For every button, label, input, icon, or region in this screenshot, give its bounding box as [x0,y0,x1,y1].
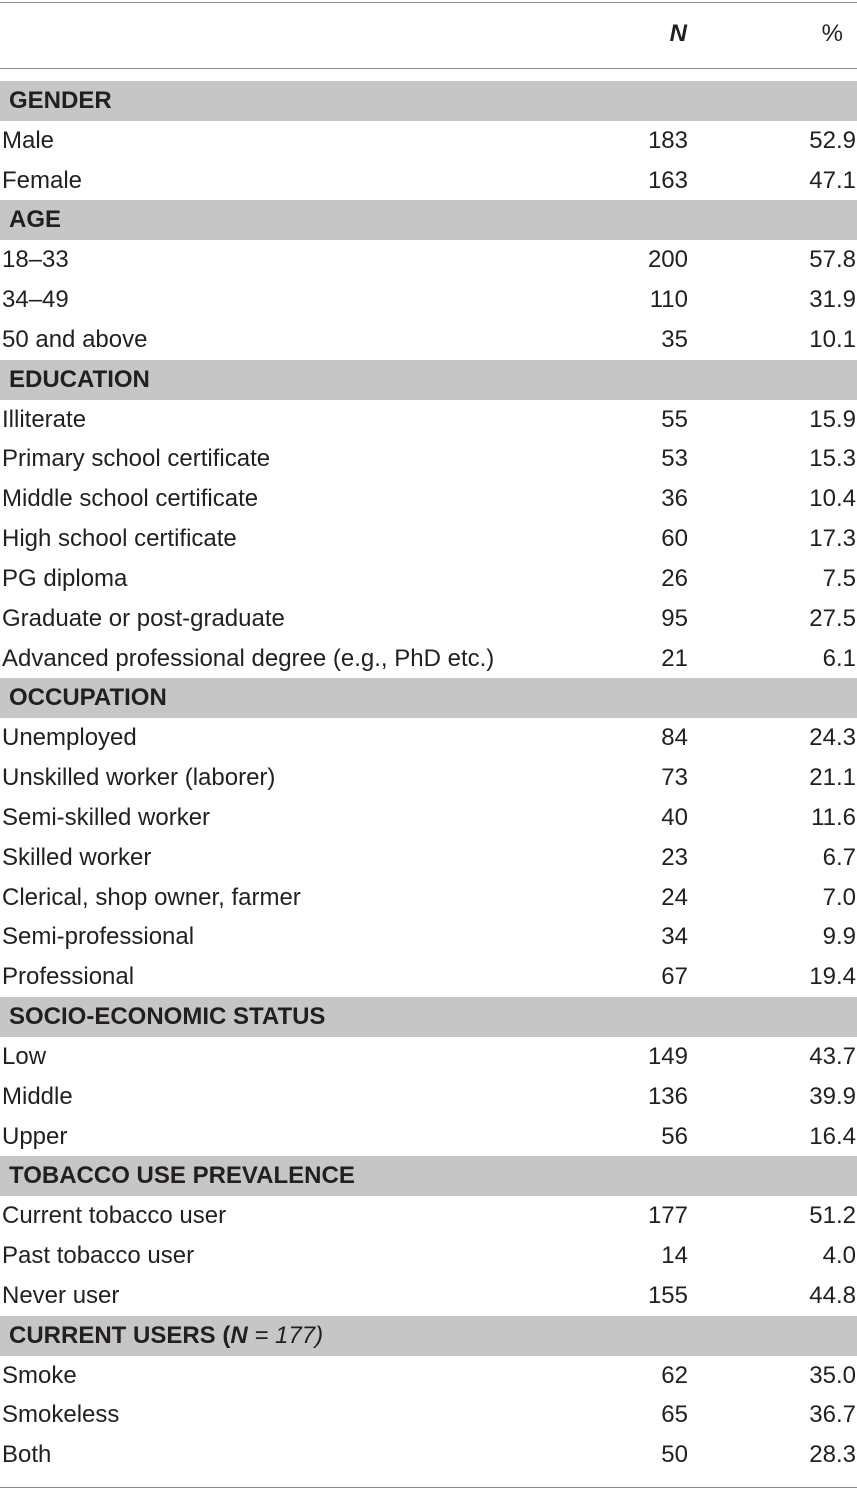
row-label: 34–49 [2,286,69,314]
row-percent-value: 7.0 [822,883,856,911]
row-percent-value: 9.9 [822,923,856,951]
row-label: Both [2,1441,52,1469]
row-n-value: 23 [661,843,688,871]
table-row [0,559,857,599]
row-n-value: 110 [649,286,688,314]
row-label: Professional [2,963,135,991]
column-header-n: N [669,20,687,47]
section-title-text: GENDER [9,87,112,114]
row-n-value: 26 [661,564,688,592]
table-header-row [0,5,857,65]
table-header-rule [0,68,857,69]
row-percent-value: 39.9 [809,1082,856,1110]
table-row [0,280,857,320]
row-percent-value: 27.5 [809,604,856,632]
row-n-value: 177 [647,1202,688,1230]
table-row [0,519,857,559]
row-percent-value: 36.7 [809,1401,856,1429]
row-percent-value: 52.9 [809,126,856,154]
row-percent-value: 17.3 [809,525,856,553]
row-percent-value: 51.2 [809,1202,856,1230]
row-label: Skilled worker [2,843,152,871]
table-row [0,639,857,679]
row-percent-value: 28.3 [809,1441,856,1469]
section-title [9,1161,355,1191]
row-label: Semi-professional [2,923,195,951]
row-label: 50 and above [2,325,148,353]
row-label: Clerical, shop owner, farmer [2,883,301,911]
row-label: Advanced professional degree (e.g., PhD etc.) [2,644,495,672]
table-row [0,1077,857,1117]
row-percent-value: 10.1 [809,325,856,353]
row-n-value: 56 [661,1122,688,1150]
row-n-value: 155 [647,1281,688,1309]
row-label: High school certificate [2,525,237,553]
table-row [0,798,857,838]
table-row [0,1037,857,1077]
table-top-rule [0,2,857,3]
section-header-row [0,997,857,1037]
row-label: Primary school certificate [2,445,271,473]
row-n-value: 67 [661,963,688,991]
section-title [9,365,150,395]
section-header-row [0,200,857,240]
row-percent-value: 6.1 [822,644,856,672]
row-percent-value: 15.3 [809,445,856,473]
section-title [9,1321,323,1351]
row-label: Graduate or post-graduate [2,604,285,632]
row-n-value: 35 [661,325,688,353]
table-row [0,240,857,280]
row-label: Middle school certificate [2,485,259,513]
section-header-row [0,678,857,718]
row-n-value: 62 [661,1361,688,1389]
row-label: Smoke [2,1361,77,1389]
row-percent-value: 57.8 [809,246,856,274]
table-row [0,917,857,957]
row-n-value: 84 [661,724,688,752]
section-title [9,1002,325,1032]
row-percent-value: 11.6 [811,803,856,831]
row-label: Upper [2,1122,68,1150]
row-n-value: 136 [647,1082,688,1110]
row-percent-value: 10.4 [809,485,856,513]
row-label: Unskilled worker (laborer) [2,764,276,792]
section-header-row [0,1316,857,1356]
row-label: Low [2,1042,47,1070]
row-percent-value: 19.4 [809,963,856,991]
table-row [0,599,857,639]
row-label: Illiterate [2,405,87,433]
row-percent-value: 44.8 [809,1281,856,1309]
row-n-value: 24 [661,883,688,911]
row-percent-value: 6.7 [822,843,856,871]
row-label: Smokeless [2,1401,120,1429]
table-row [0,1356,857,1396]
row-percent-value: 7.5 [822,564,856,592]
row-percent-value: 47.1 [809,166,856,194]
row-percent-value: 43.7 [809,1042,856,1070]
table-row [0,1236,857,1276]
row-percent-value: 21.1 [809,764,856,792]
row-n-value: 149 [647,1042,688,1070]
table-row [0,957,857,997]
row-label: Semi-skilled worker [2,803,211,831]
table-row [0,1196,857,1236]
section-title-count: = 177) [247,1321,324,1349]
row-n-value: 73 [661,764,688,792]
row-label: Male [2,126,55,154]
row-percent-value: 31.9 [809,286,856,314]
row-percent-value: 4.0 [822,1242,856,1270]
row-n-value: 50 [661,1441,688,1469]
table-row [0,1435,857,1475]
row-n-value: 163 [647,166,688,194]
row-label: Unemployed [2,724,137,752]
row-label: Past tobacco user [2,1242,195,1270]
row-n-value: 14 [661,1242,688,1270]
row-label: Middle [2,1082,73,1110]
table-row [0,838,857,878]
section-title-text: SOCIO-ECONOMIC STATUS [9,1003,326,1031]
table-row [0,878,857,918]
table-row [0,320,857,360]
section-title-text: AGE [9,206,62,234]
table-row [0,1117,857,1157]
row-label: Never user [2,1281,120,1309]
row-n-value: 21 [661,644,688,672]
table-body [0,81,857,1475]
row-percent-value: 16.4 [809,1122,856,1150]
section-header-row [0,1156,857,1196]
table-row [0,1395,857,1435]
row-percent-value: 35.0 [809,1361,856,1389]
row-label: 18–33 [2,246,69,274]
table-row [0,1276,857,1316]
table-row [0,479,857,519]
table-row [0,718,857,758]
table-row [0,439,857,479]
section-header-row [0,81,857,121]
row-n-value: 95 [661,604,688,632]
row-n-value: 40 [661,803,688,831]
table-row [0,758,857,798]
row-label: Female [2,166,83,194]
row-percent-value: 24.3 [809,724,856,752]
row-label: PG diploma [2,564,128,592]
section-title-text: CURRENT USERS ( [9,1321,231,1349]
section-title [9,683,167,713]
row-n-value: 53 [661,445,688,473]
table-row [0,161,857,201]
table-row [0,400,857,440]
row-n-value: 200 [647,246,688,274]
row-n-value: 183 [647,126,688,154]
section-title-text: EDUCATION [9,365,150,393]
row-percent-value: 15.9 [809,405,856,433]
row-n-value: 65 [661,1401,688,1429]
row-label: Current tobacco user [2,1202,227,1230]
row-n-value: 34 [661,923,688,951]
table-bottom-rule [0,1487,857,1488]
row-n-value: 36 [661,485,688,513]
section-title [9,86,112,116]
section-title-text: TOBACCO USE PREVALENCE [9,1162,355,1190]
table-row [0,121,857,161]
row-n-value: 55 [661,405,688,433]
section-title-text: OCCUPATION [9,684,167,712]
column-header-percent: % [821,20,843,47]
row-n-value: 60 [661,525,688,553]
section-title-n: N [230,1321,248,1349]
section-header-row [0,360,857,400]
section-title [9,205,61,235]
